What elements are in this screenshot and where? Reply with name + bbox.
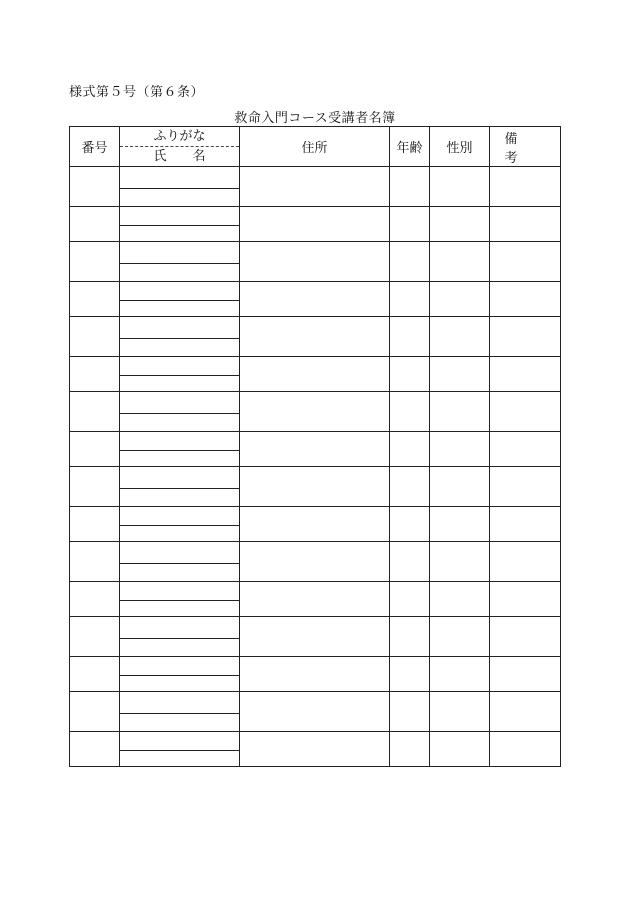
number-cell[interactable] <box>70 392 120 432</box>
number-cell[interactable] <box>70 242 120 282</box>
gender-cell[interactable] <box>430 732 490 767</box>
name-cell[interactable] <box>120 189 240 207</box>
remarks-cell[interactable] <box>490 507 561 542</box>
address-cell[interactable] <box>240 692 390 732</box>
address-cell[interactable] <box>240 167 390 207</box>
table-row <box>70 282 561 301</box>
table-row <box>70 617 561 639</box>
header-address: 住所 <box>240 127 390 167</box>
table-row <box>70 432 561 451</box>
table-row <box>70 357 561 376</box>
address-cell[interactable] <box>240 732 390 767</box>
age-cell[interactable] <box>390 432 430 467</box>
age-cell[interactable] <box>390 317 430 357</box>
furigana-cell[interactable] <box>120 582 240 601</box>
remarks-cell[interactable] <box>490 282 561 317</box>
furigana-cell[interactable] <box>120 207 240 226</box>
number-cell[interactable] <box>70 207 120 242</box>
address-cell[interactable] <box>240 582 390 617</box>
table-row <box>70 207 561 226</box>
name-cell[interactable] <box>120 414 240 432</box>
address-cell[interactable] <box>240 657 390 692</box>
gender-cell[interactable] <box>430 432 490 467</box>
remarks-cell[interactable] <box>490 357 561 392</box>
name-cell[interactable] <box>120 451 240 467</box>
header-number: 番号 <box>70 127 120 167</box>
furigana-cell[interactable] <box>120 317 240 339</box>
gender-cell[interactable] <box>430 692 490 732</box>
table-row <box>70 657 561 676</box>
number-cell[interactable] <box>70 357 120 392</box>
age-cell[interactable] <box>390 617 430 657</box>
header-furigana-name <box>120 127 240 167</box>
furigana-cell[interactable] <box>120 732 240 751</box>
furigana-cell[interactable] <box>120 242 240 264</box>
age-cell[interactable] <box>390 542 430 582</box>
number-cell[interactable] <box>70 542 120 582</box>
name-cell[interactable] <box>120 601 240 617</box>
table-row <box>70 732 561 751</box>
age-cell[interactable] <box>390 657 430 692</box>
age-cell[interactable] <box>390 467 430 507</box>
name-cell[interactable] <box>120 226 240 242</box>
number-cell[interactable] <box>70 317 120 357</box>
gender-cell[interactable] <box>430 242 490 282</box>
age-cell[interactable] <box>390 507 430 542</box>
gender-cell[interactable] <box>430 582 490 617</box>
table-row <box>70 392 561 414</box>
furigana-cell[interactable] <box>120 617 240 639</box>
number-cell[interactable] <box>70 507 120 542</box>
number-cell[interactable] <box>70 167 120 207</box>
number-cell[interactable] <box>70 282 120 317</box>
furigana-cell[interactable] <box>120 542 240 564</box>
age-cell[interactable] <box>390 207 430 242</box>
address-cell[interactable] <box>240 617 390 657</box>
table-row <box>70 467 561 489</box>
remarks-cell[interactable] <box>490 467 561 507</box>
number-cell[interactable] <box>70 467 120 507</box>
table-row <box>70 582 561 601</box>
table-row <box>70 542 561 564</box>
remarks-cell[interactable] <box>490 657 561 692</box>
name-cell[interactable] <box>120 339 240 357</box>
remarks-cell[interactable] <box>490 167 561 207</box>
header-furigana: ふりがな <box>120 127 239 147</box>
age-cell[interactable] <box>390 692 430 732</box>
gender-cell[interactable] <box>430 317 490 357</box>
remarks-cell[interactable] <box>490 692 561 732</box>
gender-cell[interactable] <box>430 507 490 542</box>
number-cell[interactable] <box>70 692 120 732</box>
age-cell[interactable] <box>390 582 430 617</box>
address-cell[interactable] <box>240 242 390 282</box>
gender-cell[interactable] <box>430 207 490 242</box>
name-cell[interactable] <box>120 376 240 392</box>
table-row <box>70 242 561 264</box>
attendee-roster-table <box>69 126 561 767</box>
number-cell[interactable] <box>70 617 120 657</box>
address-cell[interactable] <box>240 467 390 507</box>
furigana-cell[interactable] <box>120 392 240 414</box>
furigana-cell[interactable] <box>120 467 240 489</box>
remarks-cell[interactable] <box>490 392 561 432</box>
header-gender: 性別 <box>430 127 490 167</box>
name-cell[interactable] <box>120 526 240 542</box>
number-cell[interactable] <box>70 582 120 617</box>
remarks-cell[interactable] <box>490 432 561 467</box>
age-cell[interactable] <box>390 357 430 392</box>
age-cell[interactable] <box>390 732 430 767</box>
table-row <box>70 507 561 526</box>
age-cell[interactable] <box>390 167 430 207</box>
remarks-cell[interactable] <box>490 617 561 657</box>
remarks-cell[interactable] <box>490 582 561 617</box>
gender-cell[interactable] <box>430 657 490 692</box>
name-cell[interactable] <box>120 751 240 767</box>
remarks-cell[interactable] <box>490 542 561 582</box>
roster-body <box>70 167 561 767</box>
address-cell[interactable] <box>240 282 390 317</box>
address-cell[interactable] <box>240 432 390 467</box>
gender-cell[interactable] <box>430 392 490 432</box>
name-cell[interactable] <box>120 714 240 732</box>
header-row <box>70 127 561 167</box>
header-age: 年齢 <box>390 127 430 167</box>
table-row <box>70 167 561 189</box>
furigana-cell[interactable] <box>120 282 240 301</box>
name-cell[interactable] <box>120 264 240 282</box>
address-cell[interactable] <box>240 207 390 242</box>
table-row <box>70 692 561 714</box>
age-cell[interactable] <box>390 282 430 317</box>
gender-cell[interactable] <box>430 467 490 507</box>
furigana-cell[interactable] <box>120 432 240 451</box>
address-cell[interactable] <box>240 392 390 432</box>
document-title: 救命入門コース受講者名簿 <box>234 111 396 126</box>
gender-cell[interactable] <box>430 357 490 392</box>
number-cell[interactable] <box>70 432 120 467</box>
number-cell[interactable] <box>70 657 120 692</box>
number-cell[interactable] <box>70 732 120 767</box>
gender-cell[interactable] <box>430 542 490 582</box>
name-cell[interactable] <box>120 639 240 657</box>
remarks-cell[interactable] <box>490 242 561 282</box>
header-remarks: 備考 <box>490 127 561 167</box>
address-cell[interactable] <box>240 317 390 357</box>
gender-cell[interactable] <box>430 167 490 207</box>
remarks-cell[interactable] <box>490 317 561 357</box>
address-cell[interactable] <box>240 542 390 582</box>
remarks-cell[interactable] <box>490 732 561 767</box>
age-cell[interactable] <box>390 392 430 432</box>
address-cell[interactable] <box>240 507 390 542</box>
address-cell[interactable] <box>240 357 390 392</box>
name-cell[interactable] <box>120 676 240 692</box>
furigana-cell[interactable] <box>120 692 240 714</box>
form-number-label: 様式第５号（第６条） <box>69 85 205 100</box>
furigana-cell[interactable] <box>120 167 240 189</box>
remarks-cell[interactable] <box>490 207 561 242</box>
age-cell[interactable] <box>390 242 430 282</box>
furigana-cell[interactable] <box>120 507 240 526</box>
name-cell[interactable] <box>120 489 240 507</box>
name-cell[interactable] <box>120 301 240 317</box>
name-cell[interactable] <box>120 564 240 582</box>
gender-cell[interactable] <box>430 282 490 317</box>
furigana-cell[interactable] <box>120 657 240 676</box>
gender-cell[interactable] <box>430 617 490 657</box>
header-name: 氏名 <box>153 149 232 164</box>
furigana-cell[interactable] <box>120 357 240 376</box>
table-row <box>70 317 561 339</box>
